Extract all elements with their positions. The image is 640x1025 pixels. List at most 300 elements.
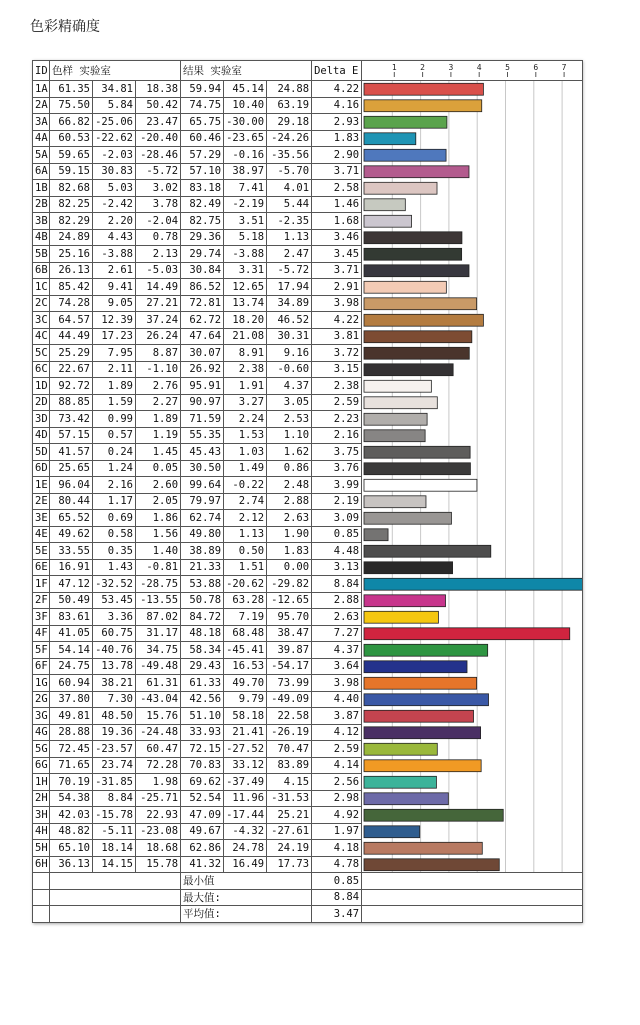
bar-6A	[364, 166, 469, 178]
sample-lab-value: 1.89	[136, 411, 181, 428]
patch-id: 3E	[33, 510, 50, 527]
delta-e-value: 2.59	[312, 394, 362, 411]
patch-id: 3G	[33, 708, 50, 725]
patch-id: 5E	[33, 543, 50, 560]
result-lab-value: 68.48	[224, 625, 267, 642]
sample-lab-value: 1.89	[93, 378, 136, 395]
sample-lab-value: 37.24	[136, 312, 181, 329]
result-lab-value: 71.59	[181, 411, 224, 428]
delta-e-value: 1.97	[312, 823, 362, 840]
patch-id: 5H	[33, 840, 50, 857]
sample-lab-value: 5.84	[93, 97, 136, 114]
result-lab-value: 82.75	[181, 213, 224, 230]
result-lab-value: 25.21	[267, 807, 312, 824]
result-lab-value: 2.38	[224, 361, 267, 378]
sample-lab-value: 22.93	[136, 807, 181, 824]
bar-1E	[364, 479, 477, 491]
delta-e-value: 2.59	[312, 741, 362, 758]
delta-e-value: 8.84	[312, 576, 362, 593]
delta-e-value: 0.85	[312, 526, 362, 543]
result-lab-value: -3.88	[224, 246, 267, 263]
summary-blank	[33, 906, 50, 923]
sample-lab-value: 65.10	[50, 840, 93, 857]
sample-lab-value: 3.02	[136, 180, 181, 197]
result-lab-value: 1.13	[267, 229, 312, 246]
sample-lab-value: 61.35	[50, 81, 93, 98]
sample-lab-value: 57.15	[50, 427, 93, 444]
sample-lab-value: 0.35	[93, 543, 136, 560]
header-id: ID	[33, 61, 50, 81]
sample-lab-value: 1.86	[136, 510, 181, 527]
sample-lab-value: 1.43	[93, 559, 136, 576]
bar-6F	[364, 661, 467, 673]
patch-id: 4A	[33, 130, 50, 147]
sample-lab-value: 2.76	[136, 378, 181, 395]
sample-lab-value: 38.21	[93, 675, 136, 692]
result-lab-value: -31.53	[267, 790, 312, 807]
result-lab-value: -12.65	[267, 592, 312, 609]
delta-e-value: 4.12	[312, 724, 362, 741]
sample-lab-value: 0.05	[136, 460, 181, 477]
result-lab-value: 2.63	[267, 510, 312, 527]
sample-lab-value: 15.76	[136, 708, 181, 725]
bar-1G	[364, 677, 477, 689]
patch-id: 1C	[33, 279, 50, 296]
sample-lab-value: 8.87	[136, 345, 181, 362]
delta-e-value: 3.87	[312, 708, 362, 725]
sample-lab-value: 82.25	[50, 196, 93, 213]
result-lab-value: -2.35	[267, 213, 312, 230]
sample-lab-value: 7.30	[93, 691, 136, 708]
summary-row-min	[33, 873, 583, 890]
delta-e-value: 3.15	[312, 361, 362, 378]
delta-e-value: 3.99	[312, 477, 362, 494]
result-lab-value: 0.50	[224, 543, 267, 560]
sample-lab-value: -25.06	[93, 114, 136, 131]
result-lab-value: 24.78	[224, 840, 267, 857]
result-lab-value: 63.19	[267, 97, 312, 114]
result-lab-value: 63.28	[224, 592, 267, 609]
bar-3A	[364, 116, 447, 128]
sample-lab-value: 44.49	[50, 328, 93, 345]
sample-lab-value: 2.60	[136, 477, 181, 494]
result-lab-value: -45.41	[224, 642, 267, 659]
sample-lab-value: 8.84	[93, 790, 136, 807]
result-lab-value: -4.32	[224, 823, 267, 840]
sample-lab-value: -43.04	[136, 691, 181, 708]
result-lab-value: 49.67	[181, 823, 224, 840]
sample-lab-value: 85.42	[50, 279, 93, 296]
delta-e-value: 4.78	[312, 856, 362, 873]
delta-e-value: 4.22	[312, 81, 362, 98]
patch-id: 5A	[33, 147, 50, 164]
result-lab-value: 8.91	[224, 345, 267, 362]
axis-tick-label: 5	[505, 63, 510, 72]
summary-value-avg: 3.47	[312, 906, 362, 923]
sample-lab-value: 13.78	[93, 658, 136, 675]
bar-3E	[364, 512, 451, 524]
summary-blank	[50, 906, 181, 923]
result-lab-value: 21.41	[224, 724, 267, 741]
sample-lab-value: -2.03	[93, 147, 136, 164]
patch-id: 6A	[33, 163, 50, 180]
result-lab-value: 3.31	[224, 262, 267, 279]
bar-4D	[364, 430, 425, 442]
result-lab-value: -35.56	[267, 147, 312, 164]
sample-lab-value: 59.65	[50, 147, 93, 164]
bar-5A	[364, 149, 446, 161]
result-lab-value: 38.97	[224, 163, 267, 180]
sample-lab-value: 0.58	[93, 526, 136, 543]
result-lab-value: 3.51	[224, 213, 267, 230]
bar-6D	[364, 463, 470, 475]
sample-lab-value: 19.36	[93, 724, 136, 741]
axis-tick-label: 1	[391, 63, 397, 72]
sample-lab-value: -32.52	[93, 576, 136, 593]
patch-id: 1G	[33, 675, 50, 692]
summary-blank	[50, 889, 181, 906]
result-lab-value: 99.64	[181, 477, 224, 494]
patch-id: 5G	[33, 741, 50, 758]
sample-lab-value: 37.80	[50, 691, 93, 708]
bar-1B	[364, 182, 437, 194]
patch-id: 5C	[33, 345, 50, 362]
delta-e-value: 3.98	[312, 295, 362, 312]
summary-blank	[50, 873, 181, 890]
summary-blank	[33, 889, 50, 906]
patch-id: 2H	[33, 790, 50, 807]
sample-lab-value: -49.48	[136, 658, 181, 675]
patch-id: 5B	[33, 246, 50, 263]
sample-lab-value: 0.99	[93, 411, 136, 428]
sample-lab-value: 25.29	[50, 345, 93, 362]
sample-lab-value: 88.85	[50, 394, 93, 411]
result-lab-value: 95.91	[181, 378, 224, 395]
result-lab-value: 38.47	[267, 625, 312, 642]
sample-lab-value: 28.88	[50, 724, 93, 741]
bar-4F	[364, 628, 570, 640]
delta-e-value: 3.45	[312, 246, 362, 263]
patch-id: 1D	[33, 378, 50, 395]
result-lab-value: -0.16	[224, 147, 267, 164]
sample-lab-value: 60.53	[50, 130, 93, 147]
sample-lab-value: 1.56	[136, 526, 181, 543]
sample-lab-value: 41.05	[50, 625, 93, 642]
sample-lab-value: 34.81	[93, 81, 136, 98]
result-lab-value: -30.00	[224, 114, 267, 131]
sample-lab-value: -15.78	[93, 807, 136, 824]
bar-2B	[364, 199, 405, 211]
result-lab-value: 49.80	[181, 526, 224, 543]
result-lab-value: 1.62	[267, 444, 312, 461]
sample-lab-value: 22.67	[50, 361, 93, 378]
result-lab-value: 49.70	[224, 675, 267, 692]
delta-e-value: 4.37	[312, 642, 362, 659]
patch-id: 4F	[33, 625, 50, 642]
result-lab-value: 2.53	[267, 411, 312, 428]
sample-lab-value: 49.62	[50, 526, 93, 543]
result-lab-value: 95.70	[267, 609, 312, 626]
axis-tick-label: 3	[448, 63, 454, 72]
patch-id: 3B	[33, 213, 50, 230]
patch-id: 3F	[33, 609, 50, 626]
result-lab-value: -23.65	[224, 130, 267, 147]
patch-id: 6B	[33, 262, 50, 279]
chart-scale-header	[362, 61, 583, 81]
bar-6B	[364, 265, 469, 277]
delta-e-value: 2.88	[312, 592, 362, 609]
patch-id: 2C	[33, 295, 50, 312]
sample-lab-value: 87.02	[136, 609, 181, 626]
result-lab-value: 7.41	[224, 180, 267, 197]
sample-lab-value: 23.74	[93, 757, 136, 774]
sample-lab-value: 48.82	[50, 823, 93, 840]
result-lab-value: 62.72	[181, 312, 224, 329]
delta-e-value: 3.72	[312, 345, 362, 362]
sample-lab-value: 26.13	[50, 262, 93, 279]
result-lab-value: 17.73	[267, 856, 312, 873]
result-lab-value: 29.18	[267, 114, 312, 131]
result-lab-value: 1.91	[224, 378, 267, 395]
result-lab-value: 72.15	[181, 741, 224, 758]
summary-chart-blank	[362, 889, 583, 906]
result-lab-value: 83.18	[181, 180, 224, 197]
patch-id: 3C	[33, 312, 50, 329]
bar-2A	[364, 100, 482, 112]
result-lab-value: 90.97	[181, 394, 224, 411]
result-lab-value: 47.64	[181, 328, 224, 345]
bar-3F	[364, 611, 438, 623]
bar-5H	[364, 842, 482, 854]
result-lab-value: 84.72	[181, 609, 224, 626]
header-sample-lab: 色样 实验室	[50, 61, 181, 81]
delta-e-value: 2.91	[312, 279, 362, 296]
result-lab-value: -0.22	[224, 477, 267, 494]
result-lab-value: 45.43	[181, 444, 224, 461]
sample-lab-value: -2.04	[136, 213, 181, 230]
bar-2G	[364, 694, 489, 706]
bar-6C	[364, 364, 453, 376]
summary-value-max: 8.84	[312, 889, 362, 906]
result-lab-value: 57.29	[181, 147, 224, 164]
patch-id: 6G	[33, 757, 50, 774]
sample-lab-value: 66.82	[50, 114, 93, 131]
sample-lab-value: 83.61	[50, 609, 93, 626]
result-lab-value: 62.86	[181, 840, 224, 857]
sample-lab-value: 3.78	[136, 196, 181, 213]
sample-lab-value: 15.78	[136, 856, 181, 873]
sample-lab-value: 2.16	[93, 477, 136, 494]
patch-id: 1H	[33, 774, 50, 791]
sample-lab-value: 24.89	[50, 229, 93, 246]
delta-e-value: 3.46	[312, 229, 362, 246]
result-lab-value: 83.89	[267, 757, 312, 774]
bar-3B	[364, 215, 412, 227]
result-lab-value: 4.15	[267, 774, 312, 791]
sample-lab-value: 53.45	[93, 592, 136, 609]
bar-3D	[364, 413, 427, 425]
sample-lab-value: -28.75	[136, 576, 181, 593]
delta-e-value: 2.63	[312, 609, 362, 626]
result-lab-value: 21.33	[181, 559, 224, 576]
sample-lab-value: 12.39	[93, 312, 136, 329]
result-lab-value: -2.19	[224, 196, 267, 213]
patch-id: 4G	[33, 724, 50, 741]
delta-e-value: 2.16	[312, 427, 362, 444]
patch-id: 4D	[33, 427, 50, 444]
result-lab-value: 74.75	[181, 97, 224, 114]
bar-5D	[364, 446, 470, 458]
sample-lab-value: 31.17	[136, 625, 181, 642]
delta-e-value: 1.46	[312, 196, 362, 213]
result-lab-value: 1.83	[267, 543, 312, 560]
result-lab-value: -37.49	[224, 774, 267, 791]
sample-lab-value: 73.42	[50, 411, 93, 428]
patch-id: 2D	[33, 394, 50, 411]
sample-lab-value: 2.27	[136, 394, 181, 411]
header-row	[33, 61, 583, 81]
sample-lab-value: 34.75	[136, 642, 181, 659]
result-lab-value: 48.18	[181, 625, 224, 642]
sample-lab-value: -13.55	[136, 592, 181, 609]
result-lab-value: -0.60	[267, 361, 312, 378]
delta-e-value: 3.71	[312, 262, 362, 279]
sample-lab-value: -22.62	[93, 130, 136, 147]
result-lab-value: -29.82	[267, 576, 312, 593]
bar-4G	[364, 727, 481, 739]
sample-lab-value: -5.11	[93, 823, 136, 840]
summary-row-max	[33, 889, 583, 906]
sample-lab-value: 54.38	[50, 790, 93, 807]
sample-lab-value: -1.10	[136, 361, 181, 378]
bars-canvas	[362, 81, 583, 873]
sample-lab-value: 0.24	[93, 444, 136, 461]
result-lab-value: 10.40	[224, 97, 267, 114]
patch-id: 6F	[33, 658, 50, 675]
bar-2D	[364, 397, 437, 409]
sample-lab-value: 3.36	[93, 609, 136, 626]
result-lab-value: 33.12	[224, 757, 267, 774]
sample-lab-value: -2.42	[93, 196, 136, 213]
patch-id: 4H	[33, 823, 50, 840]
sample-lab-value: 7.95	[93, 345, 136, 362]
bar-2C	[364, 298, 477, 310]
delta-e-value: 2.19	[312, 493, 362, 510]
header-delta-e: Delta E	[312, 61, 362, 81]
sample-lab-value: 92.72	[50, 378, 93, 395]
summary-chart-blank	[362, 873, 583, 890]
bar-5F	[364, 644, 488, 656]
sample-lab-value: 25.16	[50, 246, 93, 263]
sample-lab-value: -23.57	[93, 741, 136, 758]
sample-lab-value: 60.75	[93, 625, 136, 642]
result-lab-value: 5.18	[224, 229, 267, 246]
result-lab-value: 59.94	[181, 81, 224, 98]
patch-id: 6E	[33, 559, 50, 576]
result-lab-value: 41.32	[181, 856, 224, 873]
patch-id: 4E	[33, 526, 50, 543]
sample-lab-value: 0.78	[136, 229, 181, 246]
delta-e-value: 3.13	[312, 559, 362, 576]
sample-lab-value: 33.55	[50, 543, 93, 560]
sample-lab-value: 9.41	[93, 279, 136, 296]
bar-6H	[364, 859, 499, 871]
result-lab-value: 53.88	[181, 576, 224, 593]
result-lab-value: -27.52	[224, 741, 267, 758]
result-lab-value: 9.16	[267, 345, 312, 362]
result-lab-value: 29.74	[181, 246, 224, 263]
result-lab-value: 33.93	[181, 724, 224, 741]
result-lab-value: 2.88	[267, 493, 312, 510]
axis-tick-label: 4	[476, 63, 482, 72]
sample-lab-value: -25.71	[136, 790, 181, 807]
delta-e-value: 2.90	[312, 147, 362, 164]
axis-tick-label: 6	[533, 63, 539, 72]
bar-5G	[364, 743, 437, 755]
result-lab-value: -17.44	[224, 807, 267, 824]
sample-lab-value: 2.61	[93, 262, 136, 279]
bar-4B	[364, 232, 462, 244]
sample-lab-value: 71.65	[50, 757, 93, 774]
bar-4E	[364, 529, 388, 541]
result-lab-value: 3.05	[267, 394, 312, 411]
delta-e-value: 2.56	[312, 774, 362, 791]
result-lab-value: 61.33	[181, 675, 224, 692]
patch-id: 2A	[33, 97, 50, 114]
result-lab-value: 86.52	[181, 279, 224, 296]
result-lab-value: -26.19	[267, 724, 312, 741]
sample-lab-value: -20.40	[136, 130, 181, 147]
result-lab-value: 2.12	[224, 510, 267, 527]
delta-e-value: 2.38	[312, 378, 362, 395]
sample-lab-value: 80.44	[50, 493, 93, 510]
delta-e-bar-chart	[362, 81, 583, 873]
bar-4C	[364, 331, 472, 343]
delta-e-value: 2.58	[312, 180, 362, 197]
sample-lab-value: 17.23	[93, 328, 136, 345]
sample-lab-value: -31.85	[93, 774, 136, 791]
bar-3C	[364, 314, 483, 326]
delta-e-value: 2.98	[312, 790, 362, 807]
sample-lab-value: 70.19	[50, 774, 93, 791]
result-lab-value: 79.97	[181, 493, 224, 510]
page-title: 色彩精确度	[30, 18, 100, 34]
sample-lab-value: 1.40	[136, 543, 181, 560]
sample-lab-value: 54.14	[50, 642, 93, 659]
result-lab-value: 7.19	[224, 609, 267, 626]
sample-lab-value: 4.43	[93, 229, 136, 246]
bar-1H	[364, 776, 436, 788]
patch-id: 6D	[33, 460, 50, 477]
result-lab-value: 30.50	[181, 460, 224, 477]
sample-lab-value: -40.76	[93, 642, 136, 659]
result-lab-value: 73.99	[267, 675, 312, 692]
sample-lab-value: 0.57	[93, 427, 136, 444]
result-lab-value: 38.89	[181, 543, 224, 560]
sample-lab-value: 36.13	[50, 856, 93, 873]
patch-id: 2G	[33, 691, 50, 708]
patch-id: 1B	[33, 180, 50, 197]
result-lab-value: 0.00	[267, 559, 312, 576]
sample-lab-value: 1.24	[93, 460, 136, 477]
result-lab-value: -49.09	[267, 691, 312, 708]
sample-lab-value: 9.05	[93, 295, 136, 312]
summary-value-min: 0.85	[312, 873, 362, 890]
result-lab-value: 55.35	[181, 427, 224, 444]
result-lab-value: 22.58	[267, 708, 312, 725]
result-lab-value: 69.62	[181, 774, 224, 791]
result-lab-value: 3.27	[224, 394, 267, 411]
